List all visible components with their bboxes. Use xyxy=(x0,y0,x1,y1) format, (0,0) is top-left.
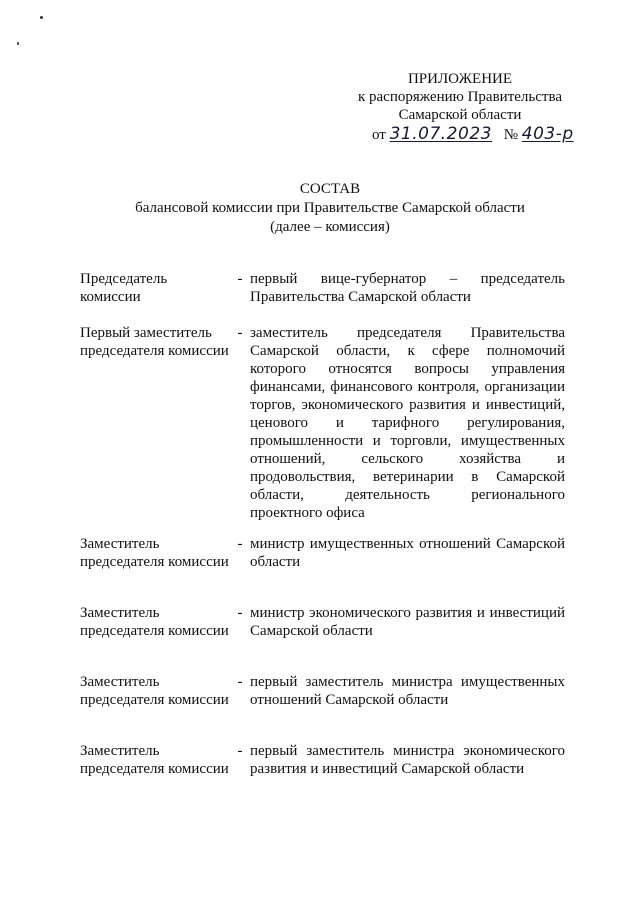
member-role: Заместитель председателя комиссии xyxy=(80,605,229,639)
member-role: Председатель комиссии xyxy=(80,271,168,305)
member-dash: - xyxy=(237,743,243,759)
annex-line-2: Самарской области xyxy=(398,107,522,123)
member-row xyxy=(80,535,565,591)
member-description: первый заместитель министра экономического развития и инвестиций Самарской области xyxy=(250,743,565,777)
heading-title: СОСТАВ xyxy=(299,181,361,197)
member-description: министр экономического развития и инвестиций Самарской области xyxy=(250,605,565,639)
member-dash: - xyxy=(237,325,243,341)
annex-date-line xyxy=(330,125,590,144)
scan-speck xyxy=(17,42,19,45)
member-dash: - xyxy=(237,536,243,552)
member-row xyxy=(80,742,565,798)
handwritten-number: 403-р xyxy=(521,124,574,144)
member-role: Заместитель председателя комиссии xyxy=(80,536,229,570)
heading-line-1: балансовой комиссии при Правительстве Самарской области xyxy=(135,200,525,216)
member-description: первый заместитель министра имущественных отношений Самарской области xyxy=(250,674,565,708)
member-role: Заместитель председателя комиссии xyxy=(80,674,229,708)
member-dash: - xyxy=(237,674,243,690)
member-role: Первый заместитель председателя комиссии xyxy=(80,325,229,359)
date-prefix: от xyxy=(372,127,386,143)
member-row xyxy=(80,324,565,524)
heading-line-2: (далее – комиссия) xyxy=(270,219,390,235)
document-heading xyxy=(60,180,600,237)
annex-block xyxy=(330,70,590,144)
annex-title: ПРИЛОЖЕНИЕ xyxy=(407,71,513,87)
member-description: заместитель председателя Правительства Самарской области, к сфере полномочий которого относятся вопросы управления финансами, финансового контроля, организации торгов, экономического развития и инвестиций, ценового и тарифного регулирования, промышленности и торговли, имущественных отношений, сельского хозяйства и продовольствия, ветеринарии в Самарской области, деятельность регионального проектного офиса xyxy=(250,325,565,521)
handwritten-date: 31.07.2023 xyxy=(389,124,492,144)
number-prefix: № xyxy=(503,127,519,143)
member-role: Заместитель председателя комиссии xyxy=(80,743,229,777)
scan-speck xyxy=(40,16,43,19)
member-row xyxy=(80,270,565,310)
member-dash: - xyxy=(237,605,243,621)
member-dash: - xyxy=(237,271,243,287)
member-row xyxy=(80,604,565,660)
member-description: министр имущественных отношений Самарской области xyxy=(250,536,565,570)
annex-line-1: к распоряжению Правительства xyxy=(357,89,562,105)
member-description: первый вице-губернатор – председатель Правительства Самарской области xyxy=(250,271,565,305)
member-row xyxy=(80,673,565,729)
